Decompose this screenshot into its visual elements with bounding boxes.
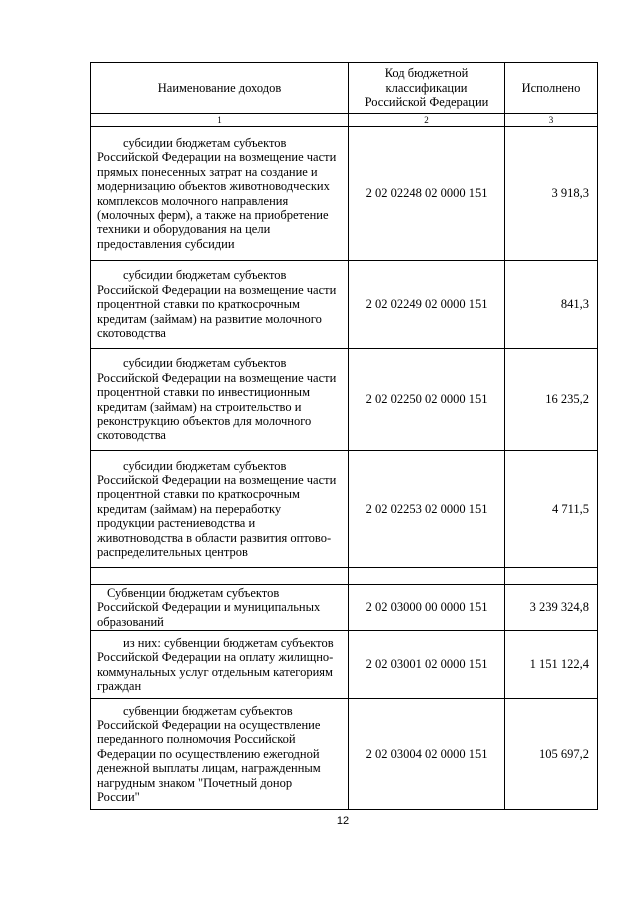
header-budget-code <box>349 63 505 114</box>
income-name-line: Российской Федерации на возмещение части <box>97 282 337 297</box>
executed-value-cell <box>505 568 598 585</box>
income-name-line: кредитам (займам) на строительство и <box>97 399 302 414</box>
income-name-line: субсидии бюджетам субъектов <box>123 356 287 371</box>
income-name-line: реконструкцию объектов для молочного <box>97 413 312 428</box>
income-name-line: (молочных ферм), а также на приобретение <box>97 207 329 222</box>
income-name-line: скотоводства <box>97 326 166 341</box>
executed-value-cell: 3 239 324,8 <box>505 585 598 631</box>
income-name-line: комплексов молочного направления <box>97 193 289 208</box>
income-name-cell <box>91 568 349 585</box>
income-name-line: распределительных центров <box>97 545 248 560</box>
income-name-line: техники и оборудования на цели <box>97 222 271 237</box>
executed-value-cell: 1 151 122,4 <box>505 631 598 699</box>
page-number: 12 <box>336 815 350 827</box>
income-name-line: Субвенции бюджетам субъектов <box>107 585 280 600</box>
income-name-line: процентной ставки по краткосрочным <box>97 487 300 502</box>
executed-value-cell: 841,3 <box>505 261 598 349</box>
income-name-line: субсидии бюджетам субъектов <box>123 268 287 283</box>
income-name-line: граждан <box>97 678 142 693</box>
income-name-cell <box>91 631 349 699</box>
income-name-line: из них: субвенции бюджетам субъектов <box>123 635 334 650</box>
executed-value-cell: 3 918,3 <box>505 127 598 261</box>
income-name-line: денежной выплаты лицам, награжденным <box>97 761 321 776</box>
income-name-line: Российской Федерации на возмещение части <box>97 472 337 487</box>
column-number: 2 <box>349 114 505 127</box>
income-name-line: Российской Федерации на оплату жилищно- <box>97 650 334 665</box>
table-row <box>91 585 598 631</box>
executed-value-cell: 16 235,2 <box>505 349 598 451</box>
income-name-line: России" <box>97 790 140 805</box>
budget-code-cell: 2 02 03000 00 0000 151 <box>349 585 505 631</box>
header-budget-code-line: Код бюджетной <box>384 66 469 81</box>
header-budget-code-line: классификации <box>385 80 468 95</box>
budget-code-cell: 2 02 02253 02 0000 151 <box>349 451 505 568</box>
income-name-line: субвенции бюджетам субъектов <box>123 703 293 718</box>
budget-code-cell: 2 02 03004 02 0000 151 <box>349 699 505 810</box>
table-header-row <box>91 63 598 114</box>
table-row <box>91 261 598 349</box>
income-name-cell <box>91 261 349 349</box>
income-name-line: Российской Федерации на возмещение части <box>97 370 337 385</box>
income-name-line: процентной ставки по инвестиционным <box>97 385 310 400</box>
table-row <box>91 451 598 568</box>
income-name-line: нагрудным знаком "Почетный донор <box>97 775 293 790</box>
table-row <box>91 699 598 810</box>
table-row <box>91 568 598 585</box>
table-body <box>91 127 598 810</box>
income-name-cell <box>91 349 349 451</box>
income-name-line: продукции растениеводства и <box>97 516 256 531</box>
budget-code-cell: 2 02 02250 02 0000 151 <box>349 349 505 451</box>
budget-code-cell: 2 02 02248 02 0000 151 <box>349 127 505 261</box>
income-name-line: переданного полномочия Российской <box>97 732 296 747</box>
income-name-line: скотоводства <box>97 428 166 443</box>
executed-value-cell: 4 711,5 <box>505 451 598 568</box>
executed-value-cell: 105 697,2 <box>505 699 598 810</box>
income-name-line: образований <box>97 614 164 629</box>
income-name-line: модернизацию объектов животноводческих <box>97 179 330 194</box>
income-name-line: кредитам (займам) на развитие молочного <box>97 311 322 326</box>
income-name-line: Российской Федерации на осуществление <box>97 717 321 732</box>
budget-code-cell: 2 02 02249 02 0000 151 <box>349 261 505 349</box>
income-name-line: Федерации по осуществлению ежегодной <box>97 746 320 761</box>
income-name-cell <box>91 127 349 261</box>
table-row <box>91 631 598 699</box>
income-name-line: коммунальных услуг отдельным категориям <box>97 664 333 679</box>
income-name-line: прямых понесенных затрат на создание и <box>97 164 318 179</box>
table-row <box>91 127 598 261</box>
income-name-cell <box>91 585 349 631</box>
budget-code-cell: 2 02 03001 02 0000 151 <box>349 631 505 699</box>
income-name-cell <box>91 451 349 568</box>
budget-code-cell <box>349 568 505 585</box>
income-name-line: Российской Федерации и муниципальных <box>97 600 321 615</box>
income-name-line: предоставления субсидии <box>97 236 235 251</box>
income-name-line: Российской Федерации на возмещение части <box>97 150 337 165</box>
header-budget-code-line: Российской Федерации <box>364 95 489 110</box>
income-name-line: субсидии бюджетам субъектов <box>123 135 287 150</box>
column-number: 3 <box>505 114 598 127</box>
income-name-line: кредитам (займам) на переработку <box>97 501 282 516</box>
table-row <box>91 349 598 451</box>
column-numbers-row <box>91 114 598 127</box>
income-name-cell <box>91 699 349 810</box>
column-number: 1 <box>91 114 349 127</box>
budget-income-table <box>90 62 598 810</box>
header-executed: Исполнено <box>505 63 598 114</box>
income-name-line: субсидии бюджетам субъектов <box>123 458 287 473</box>
income-name-line: процентной ставки по краткосрочным <box>97 297 300 312</box>
income-name-line: животноводства в области развития оптово- <box>97 530 332 545</box>
header-income-name: Наименование доходов <box>91 63 349 114</box>
